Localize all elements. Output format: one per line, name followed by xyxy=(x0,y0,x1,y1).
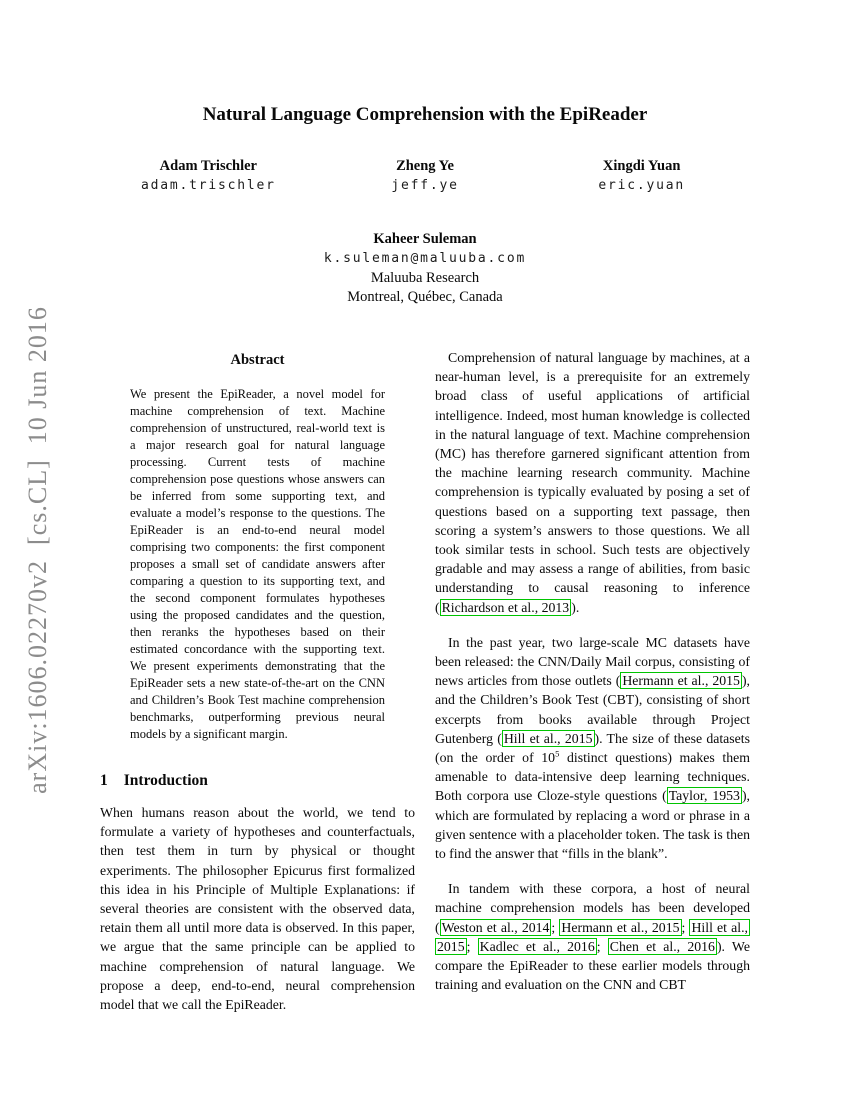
citation-link[interactable]: Weston et al., 2014 xyxy=(441,919,550,935)
author-block xyxy=(100,156,317,196)
author-name: Adam Trischler xyxy=(159,158,257,174)
text-run: In tandem with these corpora, a host of neural machine comprehension models has been developed ( xyxy=(435,881,750,935)
corresponding-author-block xyxy=(0,229,850,307)
citation-link[interactable]: Hill et al., 2015 xyxy=(437,919,748,954)
section-number: 1 xyxy=(100,772,108,789)
arxiv-stamp: arXiv:1606.02270v2 [cs.CL] 10 Jun 2016 xyxy=(23,306,52,794)
section-heading-introduction xyxy=(100,772,415,790)
author-email: jeff.ye xyxy=(391,178,459,193)
body-paragraph xyxy=(435,633,750,863)
text-run: ), which are formulated by replacing a word or phrase in a given sentence with a placeholder token. The task is then to find the answer that “fills in the blank”. xyxy=(435,788,750,862)
text-run: ). xyxy=(571,599,580,615)
authors-row xyxy=(100,156,750,196)
body-paragraph xyxy=(435,879,750,994)
abstract-heading: Abstract xyxy=(230,352,285,368)
text-run: ; xyxy=(551,919,560,935)
text-run: Comprehension of natural language by machines, at a near-human level, is a prerequisite for an extremely broad class of useful applications of artificial intelligence. Indeed, most human knowledge is collected in the natural language of text. Machine comprehension (MC) has therefore garnered significant attention from the machine learning research community. Machine comprehension is typically evaluated by posing a set of questions based on a supporting text passage, then scoring a system’s answers to those questions. We all took similar tests in school. Such tests are objectively gradable and may assess a range of abilities, from basic understanding to causal reasoning to inference ( xyxy=(435,350,750,615)
citation-link[interactable]: Hill et al., 2015 xyxy=(503,730,593,746)
right-column xyxy=(435,348,750,1014)
author-location: Montreal, Québec, Canada xyxy=(347,289,503,305)
author-block xyxy=(317,156,534,196)
author-name: Kaheer Suleman xyxy=(373,231,477,247)
intro-paragraph: When humans reason about the world, we tend to formulate a variety of hypotheses and counterfactuals, then test them in turn by physical or thought experiments. The philosopher Epicurus first formalized this idea in his Principle of Multiple Explanations: if several theories are consistent with the observed data, retain them all until more data is observed. In this paper, we argue that the same principle can be applied to machine comprehension of natural language. We propose a deep, end-to-end, neural comprehension model that we call the EpiReader. xyxy=(100,805,415,1013)
author-name: Xingdi Yuan xyxy=(602,158,681,174)
superscript: 5 xyxy=(555,748,560,759)
paper-title: Natural Language Comprehension with the EpiReader xyxy=(202,104,648,125)
citation-link[interactable]: Kadlec et al., 2016 xyxy=(479,938,595,954)
text-run: ), and the Children’s Book Test (CBT), consisting of short excerpts from books available through Project Gutenberg ( xyxy=(435,673,750,746)
text-run: distinct questions) makes them amenable to data-intensive deep learning techniques. Both corpora use Cloze-style questions ( xyxy=(435,750,750,804)
citation-link[interactable]: Chen et al., 2016 xyxy=(609,938,715,954)
author-block xyxy=(533,156,750,196)
citation-link[interactable]: Hermann et al., 2015 xyxy=(622,673,740,689)
author-email: k.suleman@maluuba.com xyxy=(323,251,527,266)
text-run: ). We compare the EpiReader to these earlier models through training and evaluation on the CNN and CBT xyxy=(435,938,750,993)
author-email: eric.yuan xyxy=(598,178,685,193)
text-run: ; xyxy=(466,938,478,954)
abstract-section xyxy=(130,352,385,743)
left-column xyxy=(100,348,415,1014)
author-email: adam.trischler xyxy=(140,178,276,193)
two-column-body xyxy=(100,348,750,1014)
body-paragraph xyxy=(435,348,750,617)
author-affiliation: Maluuba Research xyxy=(370,270,480,286)
citation-link[interactable]: Richardson et al., 2013 xyxy=(441,599,570,615)
text-run: ). The size of these datasets (on the order of 10 xyxy=(435,730,751,766)
abstract-text: We present the EpiReader, a novel model for machine comprehension of text. Machine comprehension of unstructured, real-world text is a major research goal for natural language processing. Current tests of machine comprehension pose questions whose answers can be inferred from some supporting text, and evaluate a model’s response to the questions. The EpiReader is an end-to-end neural model comprising two components: the first component proposes a small set of candidate answers after comparing a question to its supporting text, and the second component formulates hypotheses using the proposed candidates and the question, then reranks the hypotheses based on their estimated concordance with the supporting text. We present experiments demonstrating that the EpiReader sets a new state-of-the-art on the CNN and Children’s Book Test machine comprehension benchmarks, outperforming previous neural models by a significant margin. xyxy=(130,387,385,741)
section-title: Introduction xyxy=(123,772,208,789)
citation-link[interactable]: Taylor, 1953 xyxy=(668,788,740,804)
citation-link[interactable]: Hermann et al., 2015 xyxy=(561,919,680,935)
text-run: ; xyxy=(681,919,690,935)
text-run: In the past year, two large-scale MC datasets have been released: the CNN/Daily Mail corpus, consisting of news articles from those outlets ( xyxy=(435,634,750,689)
author-name: Zheng Ye xyxy=(396,158,454,174)
text-run: ; xyxy=(596,938,608,954)
